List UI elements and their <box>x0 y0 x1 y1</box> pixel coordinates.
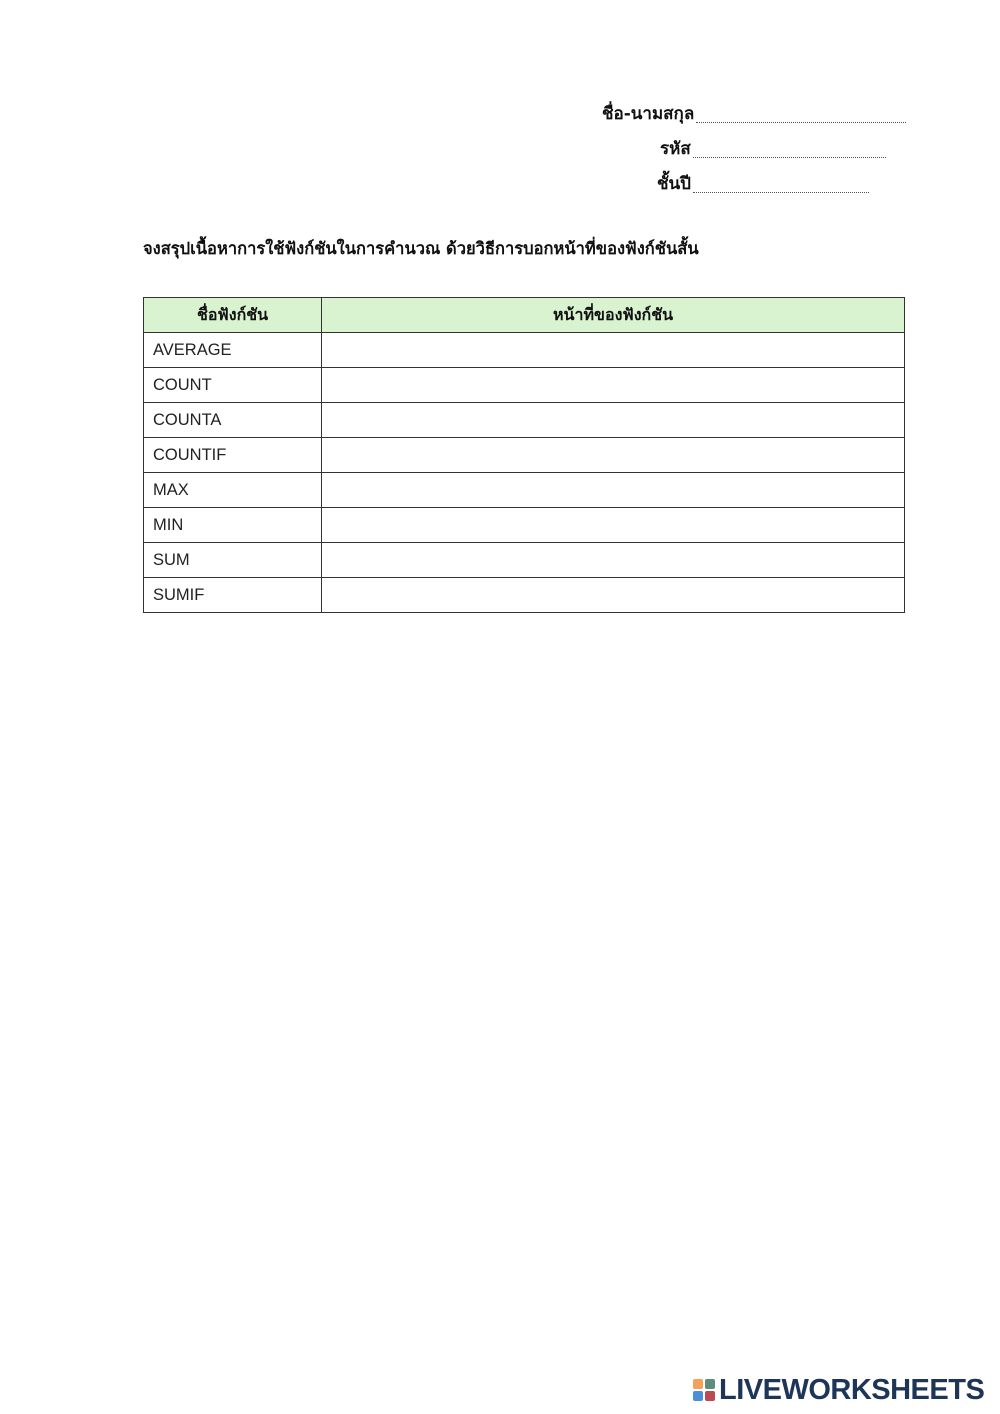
function-description-cell[interactable] <box>322 543 905 578</box>
year-field-row <box>657 170 869 197</box>
function-name-cell: SUM <box>144 543 322 578</box>
function-description-cell[interactable] <box>322 403 905 438</box>
function-description-cell[interactable] <box>322 578 905 613</box>
function-table <box>143 297 905 613</box>
year-label: ชั้นปี <box>657 174 691 194</box>
table-row <box>144 578 905 613</box>
logo-square-icon <box>693 1391 703 1401</box>
table-row <box>144 438 905 473</box>
logo-square-icon <box>705 1379 715 1389</box>
id-input-line[interactable] <box>693 157 886 158</box>
table-header-row <box>144 298 905 333</box>
function-name-cell: COUNTIF <box>144 438 322 473</box>
instruction-text: จงสรุปเนื้อหาการใช้ฟังก์ชันในการคำนวณ ด้วยวิธีการบอกหน้าที่ของฟังก์ชันสั้น <box>143 239 699 258</box>
function-description-cell[interactable] <box>322 368 905 403</box>
name-input-line[interactable] <box>696 122 906 123</box>
table-row <box>144 543 905 578</box>
liveworksheets-logo <box>693 1374 984 1406</box>
function-name-cell: SUMIF <box>144 578 322 613</box>
function-description-cell[interactable] <box>322 438 905 473</box>
function-description-cell[interactable] <box>322 508 905 543</box>
column-header-function-description: หน้าที่ของฟังก์ชัน <box>322 298 905 333</box>
function-name-cell: AVERAGE <box>144 333 322 368</box>
function-name-cell: COUNTA <box>144 403 322 438</box>
name-field-row <box>602 100 906 127</box>
table-row <box>144 333 905 368</box>
column-header-function-name: ชื่อฟังก์ชัน <box>144 298 322 333</box>
id-label: รหัส <box>660 139 691 159</box>
logo-text: LIVEWORKSHEETS <box>719 1373 985 1406</box>
liveworksheets-logo-icon <box>693 1379 715 1401</box>
function-name-cell: MAX <box>144 473 322 508</box>
name-label: ชื่อ-นามสกุล <box>602 104 695 124</box>
table-row <box>144 508 905 543</box>
year-input-line[interactable] <box>693 192 869 193</box>
id-field-row <box>660 135 886 162</box>
logo-square-icon <box>693 1379 703 1389</box>
function-description-cell[interactable] <box>322 333 905 368</box>
function-name-cell: COUNT <box>144 368 322 403</box>
table-row <box>144 368 905 403</box>
function-name-cell: MIN <box>144 508 322 543</box>
logo-square-icon <box>705 1391 715 1401</box>
function-description-cell[interactable] <box>322 473 905 508</box>
table-row <box>144 473 905 508</box>
table-row <box>144 403 905 438</box>
